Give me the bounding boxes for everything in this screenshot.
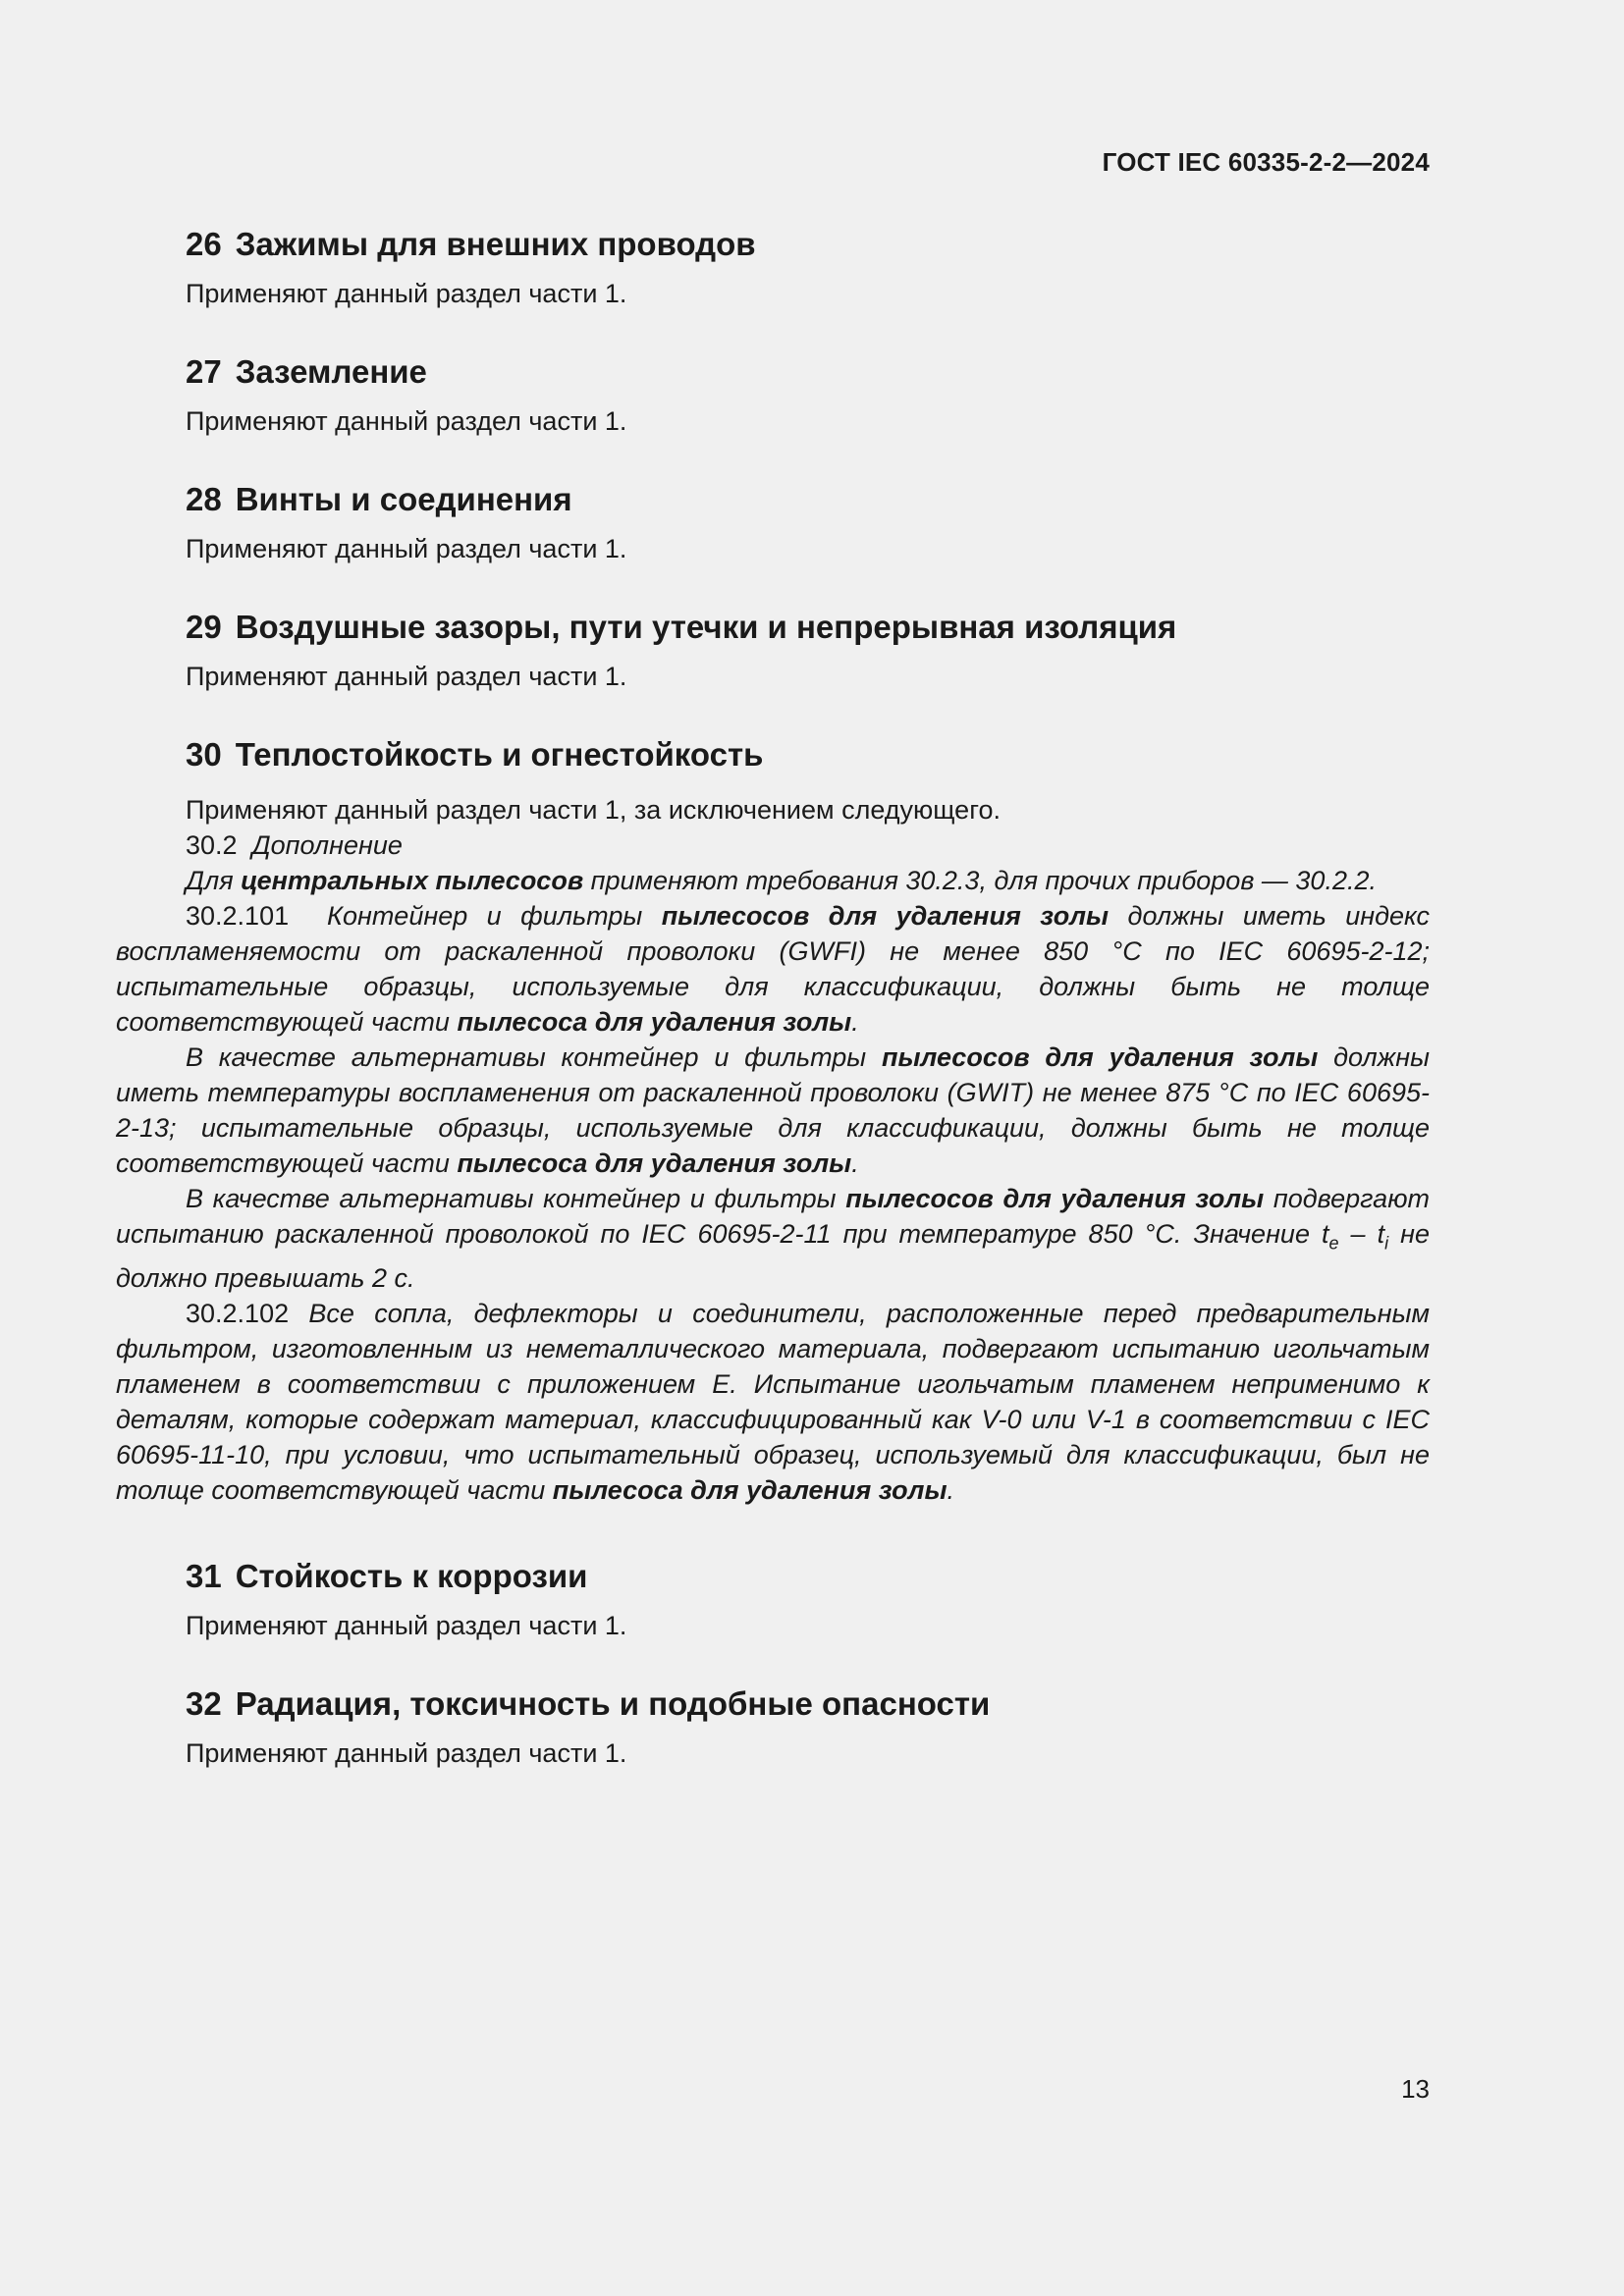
section-30-heading: [116, 731, 1430, 778]
section-28-heading: [116, 476, 1430, 523]
document-code: ГОСТ IEC 60335-2-2—2024: [1102, 147, 1430, 177]
subsection-30-2: [116, 828, 1430, 863]
section-31-heading: [116, 1553, 1430, 1600]
section-number: 32: [186, 1685, 222, 1723]
page-content: [116, 221, 1430, 1771]
defined-term: пылесосов для удаления золы: [661, 901, 1110, 931]
section-29-text: Применяют данный раздел части 1.: [186, 662, 627, 691]
section-27-heading: [116, 348, 1430, 396]
section-27-text: Применяют данный раздел части 1.: [186, 406, 627, 436]
section-32-heading: [116, 1681, 1430, 1728]
section-number: 30: [186, 736, 222, 773]
defined-term: пылесоса для удаления золы: [457, 1148, 852, 1178]
section-title: Заземление: [235, 353, 427, 390]
paragraph-gwit-alternative: В качестве альтернативы контейнер и фильтры пылесосов для удаления золы должны иметь температуры воспламенения от раскаленной проволоки (GWIT) не менее 875 °C по IEC 60695-2-13; испытательные образцы, используемые для классификации, должны быть не толще соответствующей части пылесоса для удаления золы.: [116, 1042, 1430, 1178]
section-title: Радиация, токсичность и подобные опасности: [235, 1685, 991, 1723]
section-title: Воздушные зазоры, пути утечки и непрерывная изоляция: [235, 609, 1177, 645]
paragraph-central-vacuum: Для центральных пылесосов применяют требования 30.2.3, для прочих приборов — 30.2.2.: [186, 866, 1377, 895]
clause-number: 30.2.102: [186, 1299, 290, 1329]
section-29-heading: [116, 604, 1430, 651]
section-31-text: Применяют данный раздел части 1.: [186, 1611, 627, 1641]
section-number: 27: [186, 353, 222, 390]
section-title: Стойкость к коррозии: [235, 1558, 588, 1595]
defined-term: пылесосов для удаления золы: [881, 1042, 1319, 1072]
clause-30-2-102: 30.2.102 Все сопла, дефлекторы и соединители, расположенные перед предварительным фильтром, изготовленным из неметаллического материала, подвергают испытанию игольчатым пламенем в соответствии с приложением E. Испытание игольчатым пламенем неприменимо к деталям, которые содержат материал, классифицированный как V-0 или V-1 в соответствии с IEC 60695-11-10, при условии, что испытательный образец, используемый для классификации, был не толще соответствующей части пылесоса для удаления золы.: [116, 1299, 1430, 1506]
page-number: 13: [1401, 2074, 1430, 2104]
defined-term: пылесосов для удаления золы: [845, 1184, 1265, 1213]
clause-number: 30.2.101: [186, 901, 290, 931]
section-title: Теплостойкость и огнестойкость: [235, 736, 764, 773]
section-32-text: Применяют данный раздел части 1.: [186, 1738, 627, 1769]
section-28-text: Применяют данный раздел части 1.: [186, 534, 627, 563]
subsection-title: Дополнение: [251, 830, 403, 860]
section-number: 26: [186, 226, 222, 262]
section-title: Винты и соединения: [235, 481, 572, 517]
subsection-number: 30.2: [186, 830, 238, 860]
section-number: 31: [186, 1558, 222, 1595]
defined-term: центральных пылесосов: [241, 866, 584, 895]
section-26-text: Применяют данный раздел части 1.: [186, 279, 627, 308]
defined-term: пылесоса для удаления золы: [457, 1007, 852, 1037]
section-number: 28: [186, 481, 222, 517]
section-30-intro: Применяют данный раздел части 1, за исключением следующего.: [186, 795, 1001, 825]
defined-term: пылесоса для удаления золы: [552, 1475, 947, 1506]
section-number: 29: [186, 609, 222, 645]
paragraph-glow-wire-test: В качестве альтернативы контейнер и фильтры пылесосов для удаления золы подвергают испытанию раскаленной проволокой по IEC 60695-2-11 при температуре 850 °C. Значение $t_e - t_i$ не должно превышать 2 с.: [116, 1184, 1430, 1294]
section-title: Зажимы для внешних проводов: [235, 226, 756, 262]
clause-30-2-101: 30.2.101 Контейнер и фильтры пылесосов для удаления золы должны иметь индекс воспламеняемости от раскаленной проволоки (GWFI) не менее 850 °C по IEC 60695-2-12; испытательные образцы, используемые для классификации, должны быть не толще соответствующей части пылесоса для удаления золы.: [116, 901, 1431, 1037]
section-26-heading: [116, 221, 1430, 268]
